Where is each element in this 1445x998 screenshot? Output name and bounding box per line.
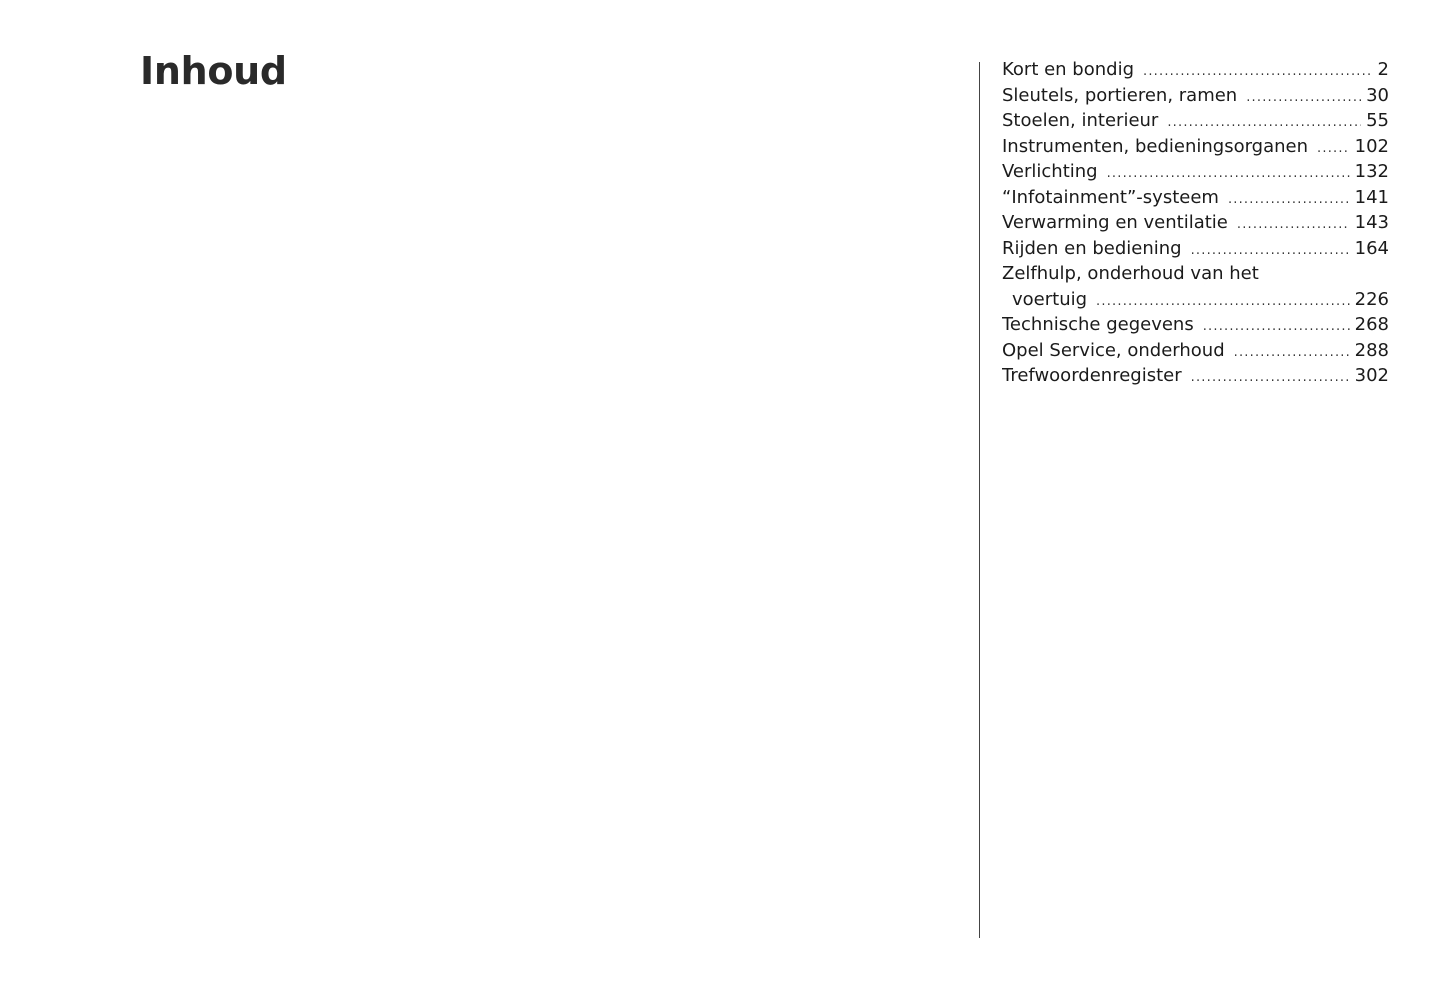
toc-entry-label: Trefwoordenregister (1002, 365, 1182, 386)
toc-entry-page: 132 (1354, 161, 1389, 182)
toc-entry-infotainment[interactable] (1002, 185, 1389, 211)
toc-entry-page: 302 (1354, 365, 1389, 386)
dot-leader (1317, 136, 1350, 160)
toc-entry-page: 143 (1354, 212, 1389, 233)
dot-leader (1107, 161, 1350, 185)
toc-entry-label: Opel Service, onderhoud (1002, 339, 1225, 361)
toc-entry-label: “Infotainment”-systeem (1002, 186, 1219, 208)
toc-entry-instrumenten[interactable] (1002, 134, 1389, 160)
toc-entry-label: Sleutels, portieren, ramen (1002, 84, 1238, 106)
toc-entry-page: 288 (1354, 339, 1389, 361)
toc-entry-verwarming[interactable] (1002, 210, 1389, 236)
dot-leader (1228, 187, 1350, 211)
toc-entry-label: voertuig (1012, 288, 1088, 310)
dot-leader (1237, 212, 1350, 236)
toc-entry-label: Technische gegevens (1002, 314, 1194, 335)
toc-entry-zelfhulp-line1[interactable] (1002, 261, 1389, 287)
toc-entry-verlichting[interactable] (1002, 159, 1389, 185)
toc-entry-stoelen[interactable] (1002, 108, 1389, 134)
toc-entry-opel-service[interactable] (1002, 338, 1389, 364)
toc-entry-page: 268 (1354, 314, 1389, 335)
toc-entry-sleutels[interactable] (1002, 83, 1389, 109)
toc-entry-technische-gegevens[interactable] (1002, 312, 1389, 338)
dot-leader (1203, 314, 1350, 338)
toc-entry-page: 164 (1354, 237, 1389, 259)
toc-entry-page: 141 (1354, 186, 1389, 208)
toc-entry-page: 102 (1354, 135, 1389, 157)
dot-leader (1167, 110, 1361, 134)
toc-entry-label: Rijden en bediening (1002, 237, 1182, 259)
toc-entry-page: 30 (1366, 84, 1389, 106)
toc-entry-label: Verwarming en ventilatie (1002, 212, 1228, 233)
toc-entry-label: Verlichting (1002, 161, 1098, 182)
toc-entry-label: Instrumenten, bedieningsorganen (1002, 135, 1309, 157)
dot-leader (1234, 340, 1350, 364)
toc-entry-label: Stoelen, interieur (1002, 110, 1159, 131)
dot-leader (1246, 85, 1361, 109)
table-of-contents (1002, 57, 1389, 389)
dot-leader (1143, 59, 1373, 83)
dot-leader (1191, 238, 1350, 262)
toc-entry-kort-en-bondig[interactable] (1002, 57, 1389, 83)
dot-leader (1191, 365, 1350, 389)
dot-leader (1096, 289, 1350, 313)
toc-entry-page: 226 (1354, 288, 1389, 310)
toc-entry-rijden[interactable] (1002, 236, 1389, 262)
toc-entry-label: Kort en bondig (1002, 59, 1135, 80)
toc-entry-label: Zelfhulp, onderhoud van het (1002, 263, 1259, 284)
page-title: Inhoud (140, 49, 287, 93)
toc-entry-page: 55 (1366, 110, 1389, 131)
column-divider (979, 62, 980, 938)
toc-entry-page: 2 (1377, 59, 1389, 80)
toc-entry-trefwoordenregister[interactable] (1002, 363, 1389, 389)
toc-entry-zelfhulp-line2[interactable] (1002, 287, 1389, 313)
